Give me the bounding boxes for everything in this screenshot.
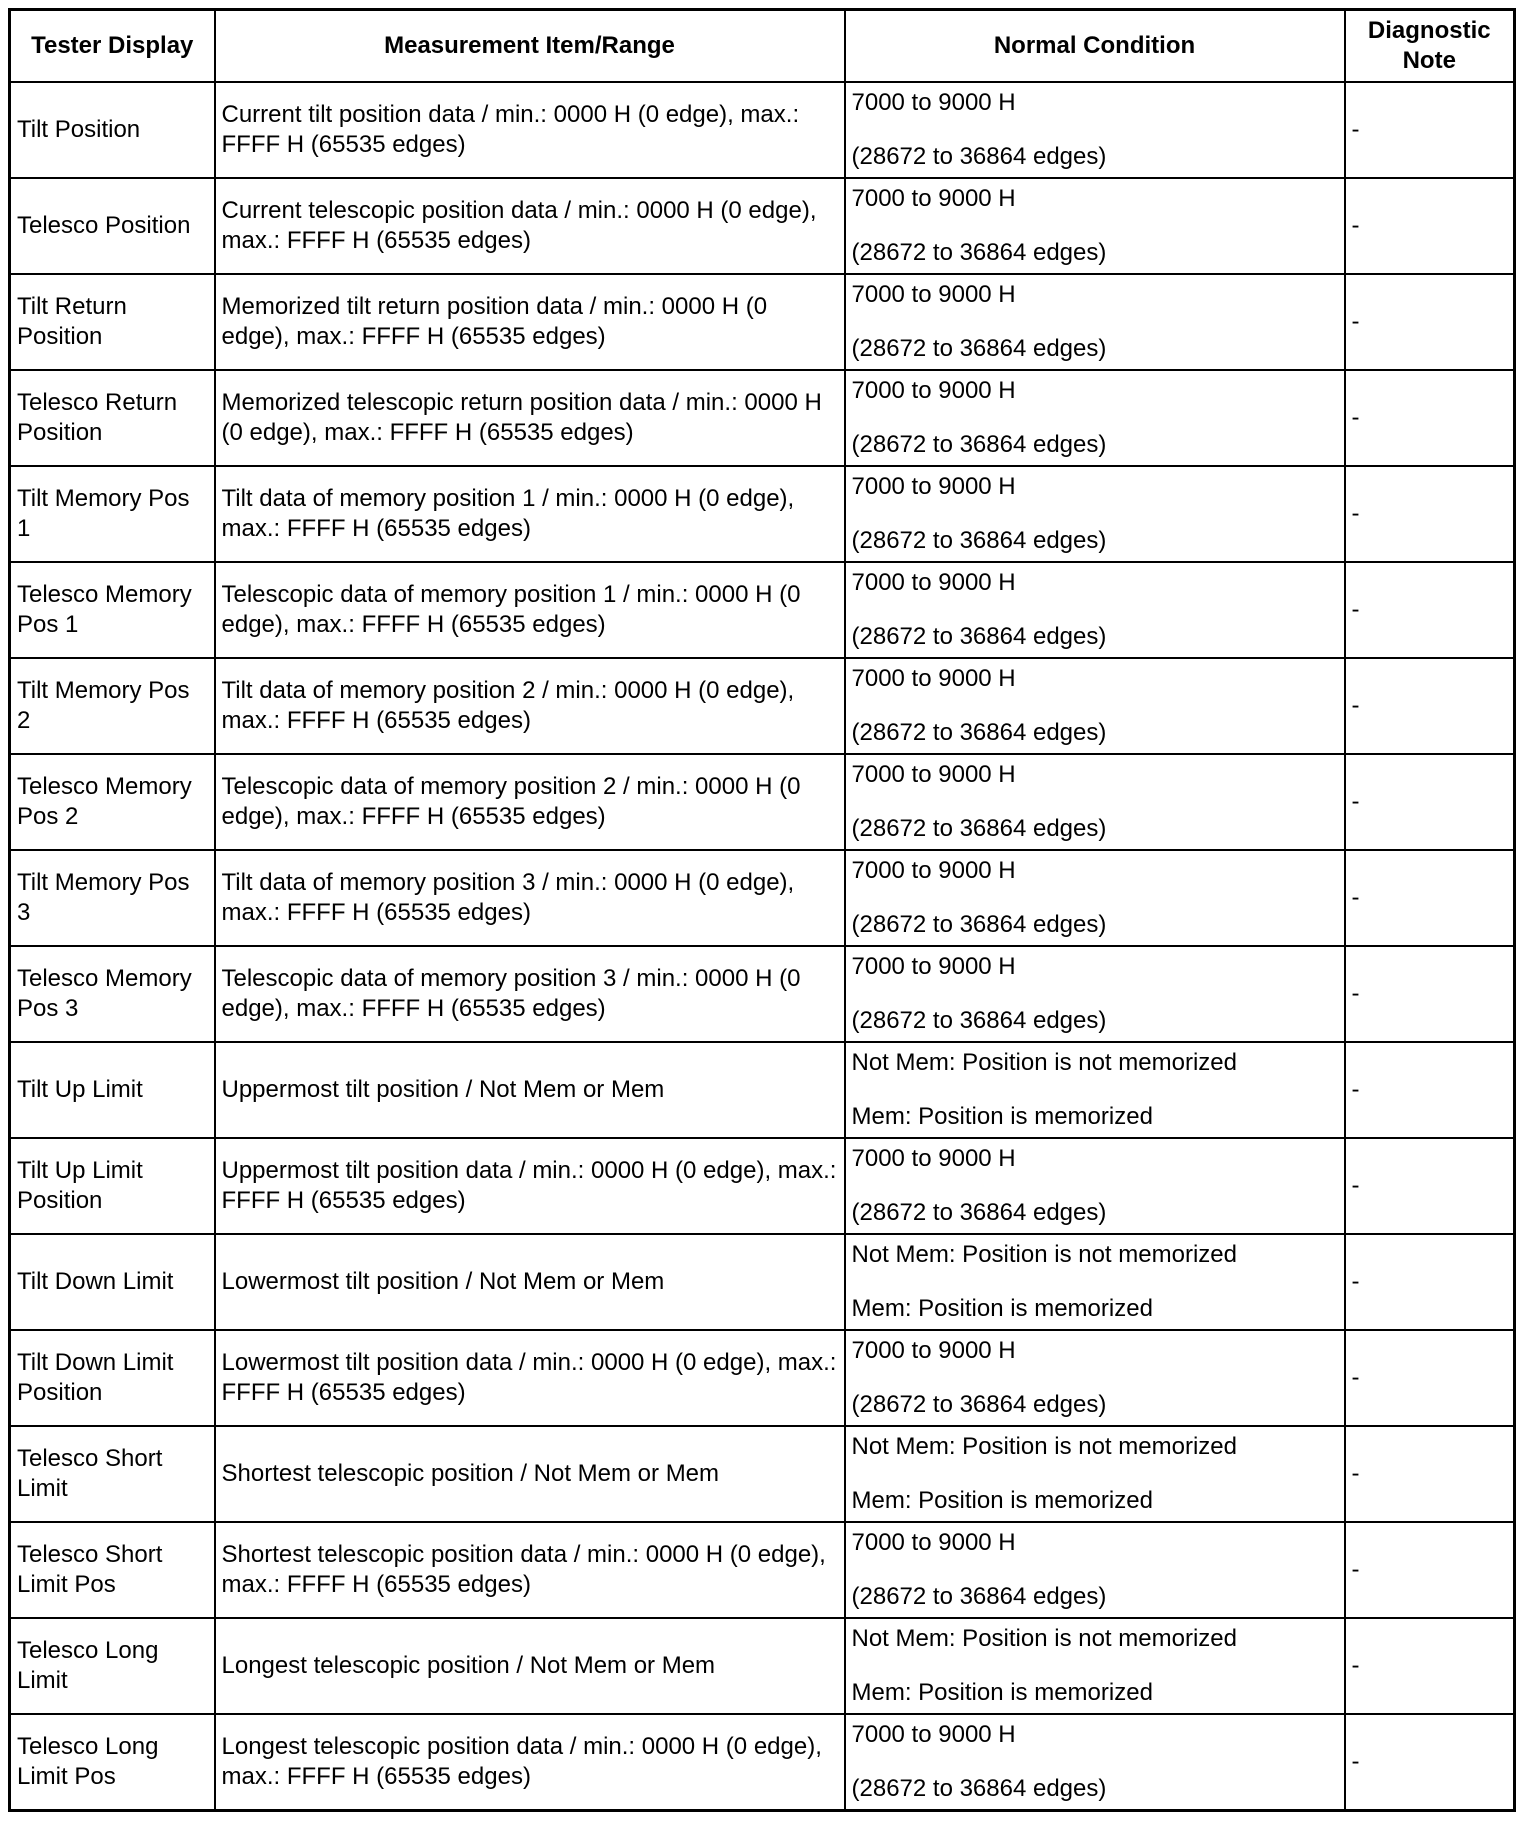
normal-condition-line-2: (28672 to 36864 edges) [851, 815, 1107, 842]
cell-diagnostic-note: - [1345, 562, 1515, 658]
table-row [10, 946, 1515, 1042]
cell-normal-condition [845, 562, 1345, 658]
cell-tester-display: Telesco Short Limit [10, 1426, 215, 1522]
cell-normal-condition [845, 274, 1345, 370]
cell-measurement-item: Current tilt position data / min.: 0000 H (0 edge), max.: FFFF H (65535 edges) [215, 82, 845, 178]
cell-normal-condition [845, 850, 1345, 946]
normal-condition-line-2: (28672 to 36864 edges) [851, 911, 1107, 938]
cell-measurement-item: Memorized telescopic return position data / min.: 0000 H (0 edge), max.: FFFF H (65535 edges) [215, 370, 845, 466]
normal-condition-line-1: 7000 to 9000 H [851, 185, 1016, 212]
normal-condition-line-2: (28672 to 36864 edges) [851, 239, 1107, 266]
table-row [10, 562, 1515, 658]
header-measurement-item: Measurement Item/Range [215, 10, 845, 83]
cell-tester-display: Tilt Memory Pos 1 [10, 466, 215, 562]
cell-tester-display: Telesco Return Position [10, 370, 215, 466]
cell-measurement-item: Telescopic data of memory position 3 / min.: 0000 H (0 edge), max.: FFFF H (65535 edges) [215, 946, 845, 1042]
header-normal-condition: Normal Condition [845, 10, 1345, 83]
cell-tester-display: Telesco Long Limit Pos [10, 1714, 215, 1811]
table-row [10, 658, 1515, 754]
table-row [10, 178, 1515, 274]
table-row [10, 1522, 1515, 1618]
normal-condition-line-1: 7000 to 9000 H [851, 377, 1016, 404]
cell-normal-condition [845, 1522, 1345, 1618]
normal-condition-line-1: 7000 to 9000 H [851, 953, 1016, 980]
normal-condition-line-2: (28672 to 36864 edges) [851, 719, 1107, 746]
cell-diagnostic-note: - [1345, 754, 1515, 850]
table-body [10, 82, 1515, 1811]
normal-condition-line-2: (28672 to 36864 edges) [851, 1775, 1107, 1802]
table-row [10, 1234, 1515, 1330]
normal-condition-line-2: Mem: Position is memorized [851, 1487, 1153, 1514]
cell-measurement-item: Current telescopic position data / min.: 0000 H (0 edge), max.: FFFF H (65535 edges) [215, 178, 845, 274]
table-row [10, 1330, 1515, 1426]
cell-normal-condition [845, 1618, 1345, 1714]
cell-diagnostic-note: - [1345, 850, 1515, 946]
normal-condition-line-1: 7000 to 9000 H [851, 665, 1016, 692]
cell-normal-condition [845, 82, 1345, 178]
cell-diagnostic-note: - [1345, 1234, 1515, 1330]
cell-diagnostic-note: - [1345, 466, 1515, 562]
cell-diagnostic-note: - [1345, 1522, 1515, 1618]
cell-tester-display: Tilt Up Limit [10, 1042, 215, 1138]
cell-measurement-item: Lowermost tilt position data / min.: 0000 H (0 edge), max.: FFFF H (65535 edges) [215, 1330, 845, 1426]
cell-normal-condition [845, 370, 1345, 466]
cell-diagnostic-note: - [1345, 1618, 1515, 1714]
normal-condition-line-2: (28672 to 36864 edges) [851, 1391, 1107, 1418]
header-row [10, 10, 1515, 83]
table-row [10, 82, 1515, 178]
normal-condition-line-1: Not Mem: Position is not memorized [851, 1625, 1237, 1652]
normal-condition-line-2: (28672 to 36864 edges) [851, 431, 1107, 458]
cell-measurement-item: Uppermost tilt position / Not Mem or Mem [215, 1042, 845, 1138]
cell-tester-display: Tilt Down Limit Position [10, 1330, 215, 1426]
cell-normal-condition [845, 946, 1345, 1042]
cell-normal-condition [845, 1330, 1345, 1426]
header-tester-display: Tester Display [10, 10, 215, 83]
cell-measurement-item: Shortest telescopic position / Not Mem or Mem [215, 1426, 845, 1522]
cell-tester-display: Tilt Down Limit [10, 1234, 215, 1330]
normal-condition-line-2: (28672 to 36864 edges) [851, 1007, 1107, 1034]
cell-normal-condition [845, 1714, 1345, 1811]
cell-measurement-item: Telescopic data of memory position 2 / min.: 0000 H (0 edge), max.: FFFF H (65535 edges) [215, 754, 845, 850]
cell-measurement-item: Tilt data of memory position 3 / min.: 0000 H (0 edge), max.: FFFF H (65535 edges) [215, 850, 845, 946]
normal-condition-line-2: (28672 to 36864 edges) [851, 527, 1107, 554]
table-row [10, 466, 1515, 562]
table-row [10, 274, 1515, 370]
normal-condition-line-1: Not Mem: Position is not memorized [851, 1241, 1237, 1268]
normal-condition-line-2: (28672 to 36864 edges) [851, 623, 1107, 650]
cell-diagnostic-note: - [1345, 1714, 1515, 1811]
cell-measurement-item: Uppermost tilt position data / min.: 0000 H (0 edge), max.: FFFF H (65535 edges) [215, 1138, 845, 1234]
table-row [10, 1426, 1515, 1522]
normal-condition-line-2: Mem: Position is memorized [851, 1679, 1153, 1706]
normal-condition-line-2: (28672 to 36864 edges) [851, 1583, 1107, 1610]
normal-condition-line-1: 7000 to 9000 H [851, 1721, 1016, 1748]
normal-condition-line-1: Not Mem: Position is not memorized [851, 1049, 1237, 1076]
cell-tester-display: Tilt Return Position [10, 274, 215, 370]
table-row [10, 370, 1515, 466]
cell-tester-display: Telesco Long Limit [10, 1618, 215, 1714]
normal-condition-line-2: (28672 to 36864 edges) [851, 143, 1107, 170]
table-row [10, 1042, 1515, 1138]
cell-measurement-item: Telescopic data of memory position 1 / min.: 0000 H (0 edge), max.: FFFF H (65535 edges) [215, 562, 845, 658]
table-row [10, 1618, 1515, 1714]
cell-normal-condition [845, 658, 1345, 754]
table-row [10, 1714, 1515, 1811]
normal-condition-line-2: Mem: Position is memorized [851, 1295, 1153, 1322]
cell-tester-display: Tilt Up Limit Position [10, 1138, 215, 1234]
cell-measurement-item: Tilt data of memory position 2 / min.: 0000 H (0 edge), max.: FFFF H (65535 edges) [215, 658, 845, 754]
normal-condition-line-1: 7000 to 9000 H [851, 1145, 1016, 1172]
cell-tester-display: Telesco Memory Pos 1 [10, 562, 215, 658]
cell-normal-condition [845, 178, 1345, 274]
normal-condition-line-1: 7000 to 9000 H [851, 1529, 1016, 1556]
normal-condition-line-2: (28672 to 36864 edges) [851, 335, 1107, 362]
table-row [10, 754, 1515, 850]
table-row [10, 1138, 1515, 1234]
cell-tester-display: Telesco Memory Pos 3 [10, 946, 215, 1042]
normal-condition-line-2: Mem: Position is memorized [851, 1103, 1153, 1130]
cell-measurement-item: Shortest telescopic position data / min.: 0000 H (0 edge), max.: FFFF H (65535 edges) [215, 1522, 845, 1618]
cell-diagnostic-note: - [1345, 1138, 1515, 1234]
cell-normal-condition [845, 1426, 1345, 1522]
cell-measurement-item: Lowermost tilt position / Not Mem or Mem [215, 1234, 845, 1330]
cell-diagnostic-note: - [1345, 178, 1515, 274]
cell-measurement-item: Longest telescopic position data / min.: 0000 H (0 edge), max.: FFFF H (65535 edges) [215, 1714, 845, 1811]
cell-diagnostic-note: - [1345, 82, 1515, 178]
header-diagnostic-note: Diagnostic Note [1345, 10, 1515, 83]
cell-tester-display: Telesco Memory Pos 2 [10, 754, 215, 850]
cell-normal-condition [845, 1234, 1345, 1330]
cell-measurement-item: Longest telescopic position / Not Mem or Mem [215, 1618, 845, 1714]
normal-condition-line-1: 7000 to 9000 H [851, 281, 1016, 308]
table-header [10, 10, 1515, 83]
normal-condition-line-1: 7000 to 9000 H [851, 89, 1016, 116]
cell-diagnostic-note: - [1345, 274, 1515, 370]
cell-tester-display: Telesco Position [10, 178, 215, 274]
table-row [10, 850, 1515, 946]
cell-diagnostic-note: - [1345, 1426, 1515, 1522]
cell-measurement-item: Tilt data of memory position 1 / min.: 0000 H (0 edge), max.: FFFF H (65535 edges) [215, 466, 845, 562]
cell-diagnostic-note: - [1345, 370, 1515, 466]
cell-tester-display: Tilt Position [10, 82, 215, 178]
cell-diagnostic-note: - [1345, 658, 1515, 754]
cell-measurement-item: Memorized tilt return position data / min.: 0000 H (0 edge), max.: FFFF H (65535 edges) [215, 274, 845, 370]
cell-diagnostic-note: - [1345, 1330, 1515, 1426]
cell-normal-condition [845, 466, 1345, 562]
cell-diagnostic-note: - [1345, 1042, 1515, 1138]
normal-condition-line-1: 7000 to 9000 H [851, 1337, 1016, 1364]
cell-normal-condition [845, 754, 1345, 850]
normal-condition-line-2: (28672 to 36864 edges) [851, 1199, 1107, 1226]
cell-tester-display: Telesco Short Limit Pos [10, 1522, 215, 1618]
cell-tester-display: Tilt Memory Pos 3 [10, 850, 215, 946]
normal-condition-line-1: 7000 to 9000 H [851, 569, 1016, 596]
cell-diagnostic-note: - [1345, 946, 1515, 1042]
cell-normal-condition [845, 1042, 1345, 1138]
cell-normal-condition [845, 1138, 1345, 1234]
normal-condition-line-1: 7000 to 9000 H [851, 761, 1016, 788]
data-list-table [8, 8, 1516, 1812]
normal-condition-line-1: Not Mem: Position is not memorized [851, 1433, 1237, 1460]
normal-condition-line-1: 7000 to 9000 H [851, 857, 1016, 884]
normal-condition-line-1: 7000 to 9000 H [851, 473, 1016, 500]
cell-tester-display: Tilt Memory Pos 2 [10, 658, 215, 754]
